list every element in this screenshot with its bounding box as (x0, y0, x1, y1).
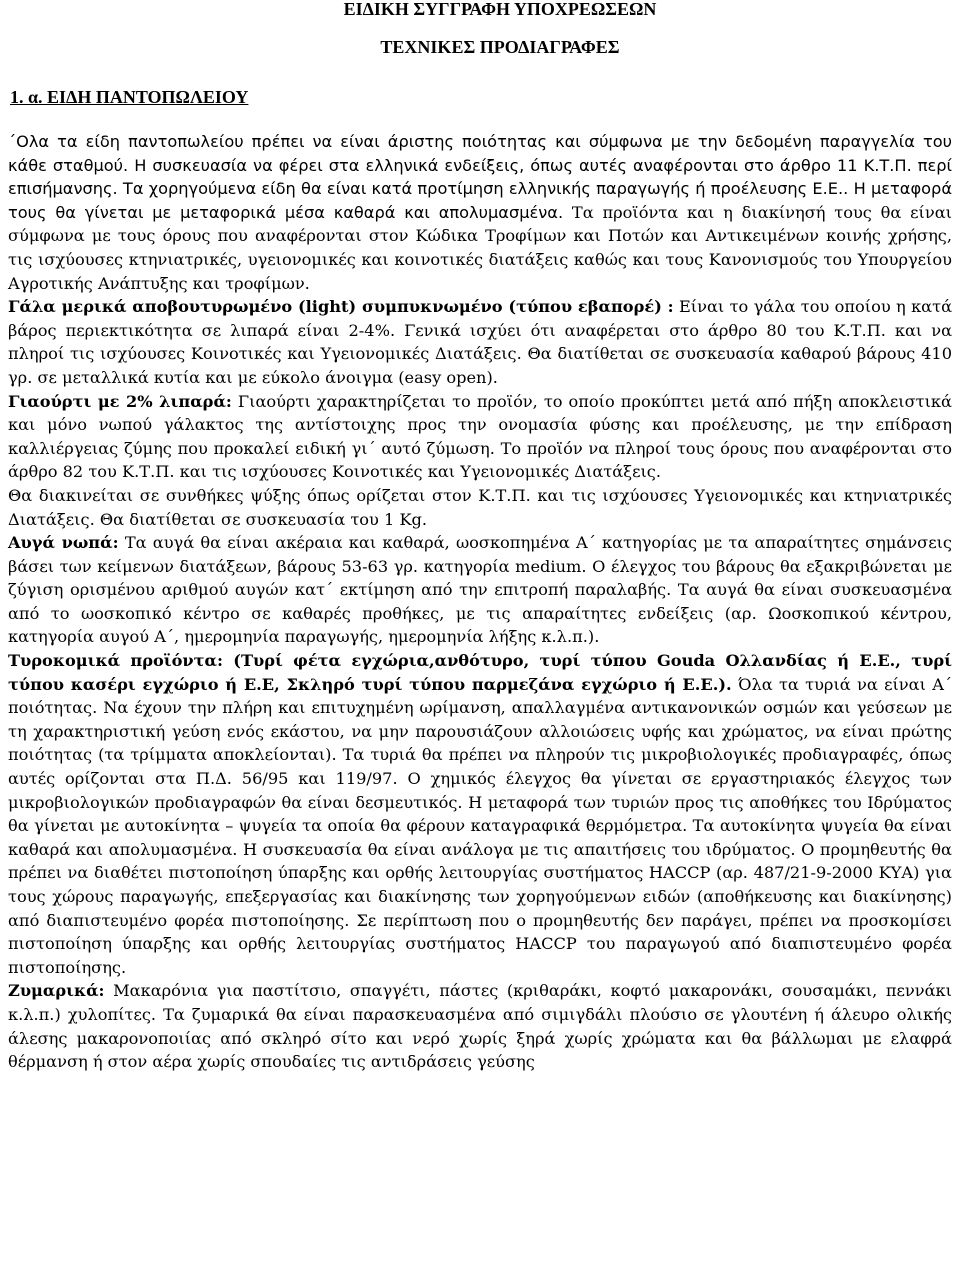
item-text-eggs: Τα αυγά θα είναι ακέραια και καθαρά, ωοσκοπημένα Α΄ κατηγορίας με τα απαραίτητες σημάνσεις βάσει των κείμενων διατάξεων, βάρους 53-63 γρ. κατηγορία medium. Ο έλεγχος του βάρους θα εξακριβώνεται με ζύγιση ορισμένου αριθμού αυγών κατ΄ εκτίμηση από την επιτροπή παραλαβής. Τα αυγά θα είναι συσκευασμένα από το ωοσκοπικό κέντρο σε καθαρές προθήκες, με τις απαραίτητες ενδείξεις (αρ. Ωοσκοπικού κέντρου, κατηγορία αυγού Α΄, ημερομηνία παραγωγής, ημερομηνία λήξης κ.λ.π.). (8, 533, 953, 647)
item-text-yogurt: Γιαούρτι χαρακτηρίζεται το προϊόν, το οποίο προκύπτει μετά από πήξη αποκλειστικά και μόνο νωπού γάλακτος της αντίστοιχης προς την ονομασία φύσης και προέλευσης, με την επίδραση καλλιέργειας ζύμης που προκαλεί ειδική γι΄ αυτό ζύμωση. Το προϊόν να πληροί τους όρους που αναφέρονται στο άρθρο 82 του Κ.Τ.Π. και τις ισχύουσες Κοινοτικές και Υγειονομικές Διατάξεις. (8, 391, 952, 482)
document-body (8, 130, 952, 1074)
intro-text-serif: Τα προϊόντα και η διακίνησή τους θα είναι σύμφωνα με τους όρους που αναφέρονται στον Κώδικα Τροφίμων και Ποτών και Αντικειμένων κοινής χρήσης, τις ισχύουσες κτηνιατρικές, υγειονομικές και κοινοτικές διατάξεις καθώς και τους Κανονισμούς του Υπουργείου Αγροτικής Ανάπτυξης και τροφίμων. (8, 202, 953, 293)
intro-paragraph (8, 130, 952, 295)
item-title-cheese: Τυροκομικά προϊόντα: (Τυρί φέτα εγχώρια,ανθότυρο, τυρί τύπου Gouda Ολλανδίας ή Ε.Ε., τυρί τύπου κασέρι εγχώριο ή Ε.Ε, Σκληρό τυρί τύπου παρμεζάνα εγχώριο ή Ε.Ε.). (8, 651, 952, 694)
item-paragraph-pasta (8, 979, 952, 1073)
item-text-yogurt-storage: Θα διακινείται σε συνθήκες ψύξης όπως ορίζεται στον Κ.Τ.Π. και τις ισχύουσες Υγειονομικές και κτηνιατρικές Διατάξεις. Θα διατίθεται σε συσκευασία του 1 Kg. (8, 485, 952, 529)
item-text-milk: Είναι το γάλα του οποίου η κατά βάρος περιεκτικότητα σε λιπαρά είναι 2-4%. Γενικά ισχύει ότι αναφέρεται στο άρθρο 80 του Κ.Τ.Π. και να πληροί τις ισχύουσες Κοινοτικές και Υγειονομικές Διατάξεις. Θα διατίθεται σε συσκευασία καθαρού βάρους 410 γρ. σε μεταλλικά κυτία και με εύκολο άνοιγμα (easy open). (8, 297, 952, 387)
item-title-eggs: Αυγά νωπά: (8, 533, 119, 553)
item-paragraph-yogurt (8, 390, 952, 484)
item-text-pasta: Μακαρόνια για παστίτσιο, σπαγγέτι, πάστες (κριθαράκι, κοφτό μακαρονάκι, σουσαμάκι, πεννάκι κ.λ.π.) χυλοπίτες. Τα ζυμαρικά θα είναι παρασκευασμένα από σιμιγδάλι πλούσιο σε γλουτένη ή άλευρο ολικής άλεσης μακαρονοποιίας από σκληρό σίτο και νερό χωρίς ξηρά χωρίς χρώματα και θα βάλλωμαι με ελαφρά θέρμανση ή στον αέρα χωρίς σπουδαίες τις αντιδράσεις γεύσης (8, 981, 952, 1072)
item-title-milk: Γάλα μερικά αποβουτυρωμένο (light) συμπυκνωμένο (τύπου εβαπορέ) : (8, 297, 674, 317)
section-heading: 1. α. ΕΙΔΗ ΠΑΝΤΟΠΩΛΕΙΟΥ (10, 87, 249, 107)
document-title: ΕΙΔΙΚΗ ΣΥΓΓΡΑΦΗ ΥΠΟΧΡΕΩΣΕΩΝ (343, 0, 657, 19)
item-text-cheese: Όλα τα τυριά να είναι Α΄ ποιότητας. Να έχουν την πλήρη και επιτυχημένη ωρίμανση, απαλλαγμένα αντικανονικών οσμών και γεύσεων με τη χαρακτηριστική γεύση ενός εκάστου, να μην παρουσιάζουν αλλοιώσεις υφής και χρώματος, να είναι πρώτης ποιότητας (τα τρίμματα αποκλείονται). Τα τυριά θα πρέπει να πληρούν τις μικροβιολογικές προδιαγραφές, όπως αυτές ορίζονται στα Π.Δ. 56/95 και 119/97. Ο χημικός έλεγχος θα γίνεται σε εργαστηριακός έλεγχος των μικροβιολογικών προδιαγραφών θα είναι δεσμευτικός. Η μεταφορά των τυριών προς τις αποθήκες του Ιδρύματος θα γίνεται με αυτοκίνητα – ψυγεία τα οποία θα φέρουν καταγραφικά θερμόμετρα. Τα αυτοκίνητα ψυγεία θα είναι καθαρά και απολυμασμένα. Η συσκευασία θα είναι ανάλογα με τις απαιτήσεις του ιδρύματος. Ο προμηθευτής θα πρέπει να διαθέτει πιστοποίηση ύπαρξης και ορθής λειτουργίας συστήματος HACCP (αρ. 487/21-9-2000 ΚΥΑ) για τους χώρους παραγωγής, επεξεργασίας και διακίνησης των χορηγούμενων ειδών (αποθήκευσης και διακίνησης) από διαπιστευμένο φορέα πιστοποίησης. Σε περίπτωση που ο προμηθευτής δεν παράγει, πρέπει να προσκομίσει πιστοποίηση ύπαρξης και ορθής λειτουργίας συστήματος HACCP του παραγωγού από διαπιστευμένο φορέα πιστοποίησης. (8, 674, 952, 977)
document-subtitle: ΤΕΧΝΙΚΕΣ ΠΡΟΔΙΑΓΡΑΦΕΣ (380, 37, 620, 57)
item-title-yogurt: Γιαούρτι με 2% λιπαρά: (8, 391, 232, 411)
item-title-pasta: Ζυμαρικά: (8, 981, 105, 1001)
item-paragraph-cheese (8, 649, 952, 979)
item-paragraph-eggs (8, 531, 952, 649)
item-paragraph-milk (8, 295, 952, 389)
intro-text-sans: ΄Ολα τα είδη παντοπωλείου πρέπει να είναι άριστης ποιότητας και σύμφωνα με την δεδομένη παραγγελία του κάθε σταθμού. Η συσκευασία να φέρει στα ελληνικά ενδείξεις, όπως αυτές αναφέρονται στο άρθρο 11 Κ.Τ.Π. περί επισήμανσης. Τα χορηγούμενα είδη θα είναι κατά προτίμηση ελληνικής παραγωγής ή προέλευσης Ε.Ε.. Η μεταφορά τους θα γίνεται με μεταφορικά μέσα καθαρά και απολυμασμένα. (8, 132, 952, 222)
item-paragraph-yogurt-storage (8, 484, 952, 531)
